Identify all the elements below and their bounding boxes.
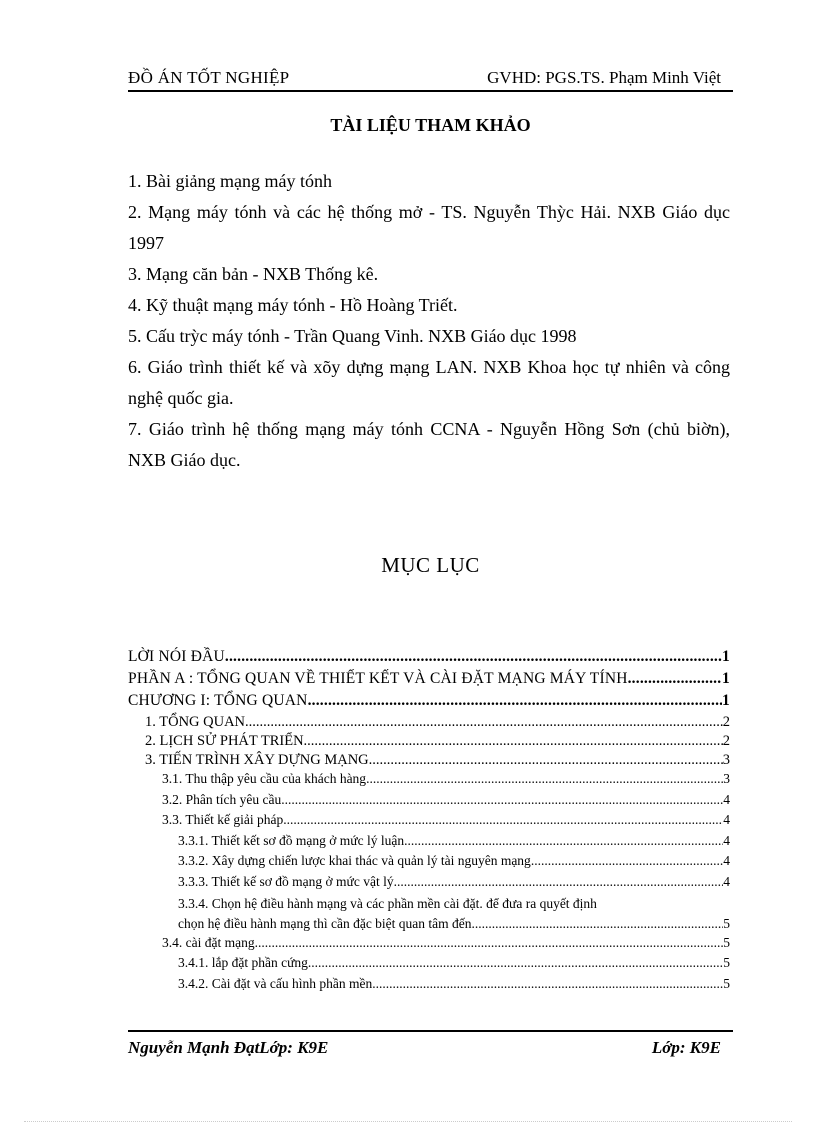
toc-leader-dots [366, 771, 723, 787]
reference-item: 4. Kỹ thuật mạng máy tónh - Hồ Hoàng Triết. [128, 295, 458, 315]
reference-item: 1. Bài giảng mạng máy tónh [128, 171, 332, 191]
page-edge-divider [24, 1121, 792, 1122]
toc-leader-dots [628, 670, 722, 688]
toc-entry[interactable] [128, 648, 730, 670]
reference-item: 2. Mạng máy tónh và các hệ thống mở - TS. Nguyễn Thỳc Hải. NXB Giáo dục 1997 [128, 202, 730, 253]
toc-page-number: 3 [723, 771, 730, 786]
toc-entry-title: CHƯƠNG I: TỔNG QUAN [128, 692, 308, 709]
page-header [128, 66, 733, 92]
toc-entry[interactable] [128, 692, 730, 714]
toc-entry[interactable] [128, 733, 730, 752]
footer-class: Lớp: K9E [651, 1038, 721, 1057]
header-supervisor: GVHD: PGS.TS. Phạm Minh Việt [487, 68, 721, 87]
toc-page-number: 5 [723, 975, 730, 991]
toc-entry-title: 3.2. Phân tích yêu cầu [162, 791, 282, 807]
toc-page-number: 2 [722, 714, 730, 730]
toc-entry-title: LỜI NÓI ĐẦU [128, 648, 225, 665]
toc-leader-dots [308, 955, 723, 971]
toc-entry[interactable] [128, 752, 730, 771]
toc-entry-title: 3.3.2. Xây dựng chiến lược khai thác và quản lý tài nguyên mạng [178, 853, 531, 868]
toc-entry[interactable] [128, 771, 730, 792]
toc-page-number: 4 [723, 873, 730, 889]
toc-entry-title: 3.3.4. Chọn hệ điều hành mạng và các phần mền cài đặt. để đưa ra quyết định [178, 896, 597, 911]
toc-leader-dots [225, 648, 722, 666]
toc-entry-title: 3.1. Thu thập yêu cầu của khách hàng [162, 771, 367, 786]
reference-item: 5. Cấu trỳc máy tónh - Trần Quang Vinh. NXB Giáo dục 1998 [128, 326, 577, 346]
toc-page-number: 1 [722, 648, 730, 665]
toc-entry[interactable] [128, 874, 730, 895]
toc-entry-title: 3.3.1. Thiết kết sơ đồ mạng ở mức lý luận [178, 832, 405, 848]
toc-entry-title: 3.4. cài đặt mạng [162, 934, 255, 950]
toc-leader-dots [394, 874, 724, 890]
toc-entry-title: 3.4.1. lắp đặt phần cứng [178, 955, 308, 970]
toc-title: MỤC LỤC [381, 553, 480, 577]
toc-entry-title: 3. TIẾN TRÌNH XÂY DỰNG MẠNG [145, 752, 369, 768]
table-of-contents [128, 648, 730, 996]
toc-entry-title: 3.3. Thiết kế giải pháp [162, 812, 284, 827]
toc-entry-title: PHẦN A : TỔNG QUAN VỀ THIẾT KẾT VÀ CÀI ĐẶT MẠNG MÁY TÍNH [128, 670, 628, 687]
references-title: TÀI LIỆU THAM KHẢO [330, 115, 531, 135]
toc-leader-dots [369, 752, 723, 769]
toc-leader-dots [283, 812, 723, 828]
references-list [128, 166, 730, 476]
header-project-title: ĐỒ ÁN TỐT NGHIỆP [128, 68, 290, 87]
toc-entry[interactable] [128, 955, 730, 976]
toc-leader-dots [372, 976, 723, 992]
toc-page-number: 3 [722, 752, 730, 768]
page-footer [128, 1030, 733, 1057]
toc-page-number: 5 [723, 934, 730, 950]
toc-page-number: 4 [723, 791, 730, 807]
toc-entry-title-continued: chọn hệ điều hành mạng thì cần đặc biệt quan tâm đến [178, 916, 472, 931]
toc-leader-dots [531, 853, 723, 869]
toc-leader-dots [472, 914, 724, 934]
toc-leader-dots [404, 833, 723, 849]
toc-entry[interactable] [128, 976, 730, 997]
toc-leader-dots [308, 692, 722, 710]
toc-entry[interactable] [128, 714, 730, 733]
toc-page-number: 1 [722, 692, 730, 709]
reference-item: 3. Mạng căn bản - NXB Thống kê. [128, 264, 379, 284]
toc-entry[interactable] [128, 935, 730, 956]
toc-entry[interactable] [128, 894, 730, 935]
toc-entry[interactable] [128, 833, 730, 854]
toc-entry-title: 1. TỔNG QUAN [145, 714, 246, 730]
reference-item: 7. Giáo trình hệ thống mạng máy tónh CCNA - Nguyễn Hồng Sơn (chủ biờn), NXB Giáo dục. [128, 419, 730, 470]
toc-entry[interactable] [128, 792, 730, 813]
toc-leader-dots [281, 792, 723, 808]
toc-page-number: 4 [723, 853, 730, 868]
reference-item: 6. Giáo trình thiết kế và xõy dựng mạng LAN. NXB Khoa học tự nhiên và công nghệ quốc gia. [128, 357, 730, 408]
footer-author: Nguyễn Mạnh ĐạtLớp: K9E [128, 1038, 329, 1057]
toc-page-number: 4 [723, 812, 730, 827]
toc-page-number: 2 [722, 733, 730, 749]
toc-entry-title: 3.4.2. Cài đặt và cấu hình phần mền [178, 975, 373, 991]
toc-page-number: 5 [723, 955, 730, 970]
toc-entry[interactable] [128, 812, 730, 833]
toc-entry[interactable] [128, 853, 730, 874]
toc-page-number: 5 [723, 916, 730, 931]
toc-entry-title: 3.3.3. Thiết kế sơ đồ mạng ở mức vật lý [178, 873, 394, 889]
toc-entry-title: 2. LỊCH SỬ PHÁT TRIỂN [145, 733, 304, 749]
toc-leader-dots [304, 733, 723, 750]
toc-leader-dots [255, 935, 724, 951]
toc-leader-dots [245, 714, 723, 731]
toc-entry[interactable] [128, 670, 730, 692]
toc-page-number: 1 [722, 670, 730, 687]
toc-page-number: 4 [723, 832, 730, 848]
